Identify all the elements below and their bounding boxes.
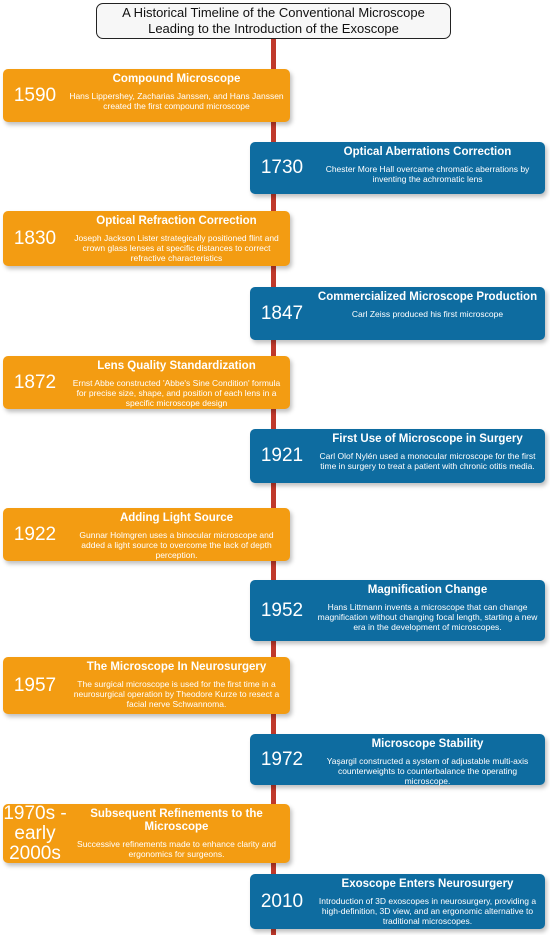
event-description: Joseph Jackson Lister strategically positioned flint and crown glass lenses at specific distances to correct refractive characteristics xyxy=(74,233,279,263)
event-card-1590 xyxy=(3,69,290,122)
event-description: Yaşargil constructed a system of adjustable multi-axis counterweights to counterbalance the operating microscope. xyxy=(326,756,529,786)
event-card-2010 xyxy=(250,874,545,929)
event-title: First Use of Microscope in Surgery xyxy=(332,433,523,445)
title-line-1: A Historical Timeline of the Conventional Microscope xyxy=(122,5,425,20)
event-description: Ernst Abbe constructed 'Abbe's Sine Condition' formula for precise size, shape, and position of each lens in a specific microscope design xyxy=(72,378,281,408)
event-year: 1957 xyxy=(13,674,57,696)
event-title: Exoscope Enters Neurosurgery xyxy=(341,878,514,890)
event-card-1847 xyxy=(250,287,545,340)
event-description: Gunnar Holmgren uses a binocular microscope and added a light source to overcome the lack of depth perception. xyxy=(79,530,274,560)
event-title: Commercialized Microscope Production xyxy=(317,291,538,303)
event-description: Hans Lippershey, Zacharias Janssen, and Hans Janssen created the first compound microscope xyxy=(69,91,284,111)
event-title: Subsequent Refinements to the Microscope xyxy=(90,808,263,833)
event-title: Microscope Stability xyxy=(371,738,484,750)
event-title: Adding Light Source xyxy=(119,512,234,524)
event-year: 1872 xyxy=(13,371,57,393)
event-title: Compound Microscope xyxy=(112,73,241,85)
event-card-1970s xyxy=(3,804,290,863)
event-card-1957 xyxy=(3,657,290,714)
event-card-1830 xyxy=(3,211,290,266)
event-card-1872 xyxy=(3,356,290,409)
event-description: Successive refinements made to enhance clarity and ergonomics for surgeons. xyxy=(77,839,276,859)
event-year: 1921 xyxy=(260,445,304,466)
event-description: Introduction of 3D exoscopes in neurosurgery, providing a high-definition, 3D view, and an ergonomic alternative to traditional microscopes. xyxy=(318,896,537,926)
event-description: Carl Olof Nylén used a monocular microscope for the first time in surgery to treat a patient with chronic otitis media. xyxy=(319,451,536,471)
event-description: Carl Zeiss produced his first microscope xyxy=(351,309,504,319)
event-year: 1952 xyxy=(260,599,304,621)
event-title: Lens Quality Standardization xyxy=(97,360,256,372)
event-card-1921 xyxy=(250,429,545,483)
event-card-1972 xyxy=(250,734,545,785)
event-title: The Microscope In Neurosurgery xyxy=(86,661,267,673)
event-year: 1970s - early 2000s xyxy=(3,802,67,864)
event-year: 2010 xyxy=(260,890,304,912)
event-title: Magnification Change xyxy=(367,584,488,596)
event-year: 1972 xyxy=(260,748,304,770)
event-title: Optical Aberrations Correction xyxy=(343,146,512,158)
event-year: 1730 xyxy=(260,157,304,178)
event-card-1952 xyxy=(250,580,545,641)
event-year: 1847 xyxy=(260,302,304,324)
event-description: Chester More Hall overcame chromatic aberrations by inventing the achromatic lens xyxy=(325,164,530,184)
event-year: 1922 xyxy=(13,523,57,545)
timeline-title xyxy=(96,3,451,39)
event-year: 1590 xyxy=(13,84,57,106)
event-card-1730 xyxy=(250,142,545,194)
event-year: 1830 xyxy=(13,227,57,249)
event-card-1922 xyxy=(3,508,290,561)
title-line-2: Leading to the Introduction of the Exoscope xyxy=(148,21,399,36)
event-title: Optical Refraction Correction xyxy=(96,215,257,227)
event-description: Hans Littmann invents a microscope that can change magnification without changing focal length, starting a new era in the development of microscopes. xyxy=(317,602,538,632)
event-description: The surgical microscope is used for the first time in a neurosurgical operation by Theodore Kurze to resect a facial nerve Schwannoma. xyxy=(73,679,280,709)
